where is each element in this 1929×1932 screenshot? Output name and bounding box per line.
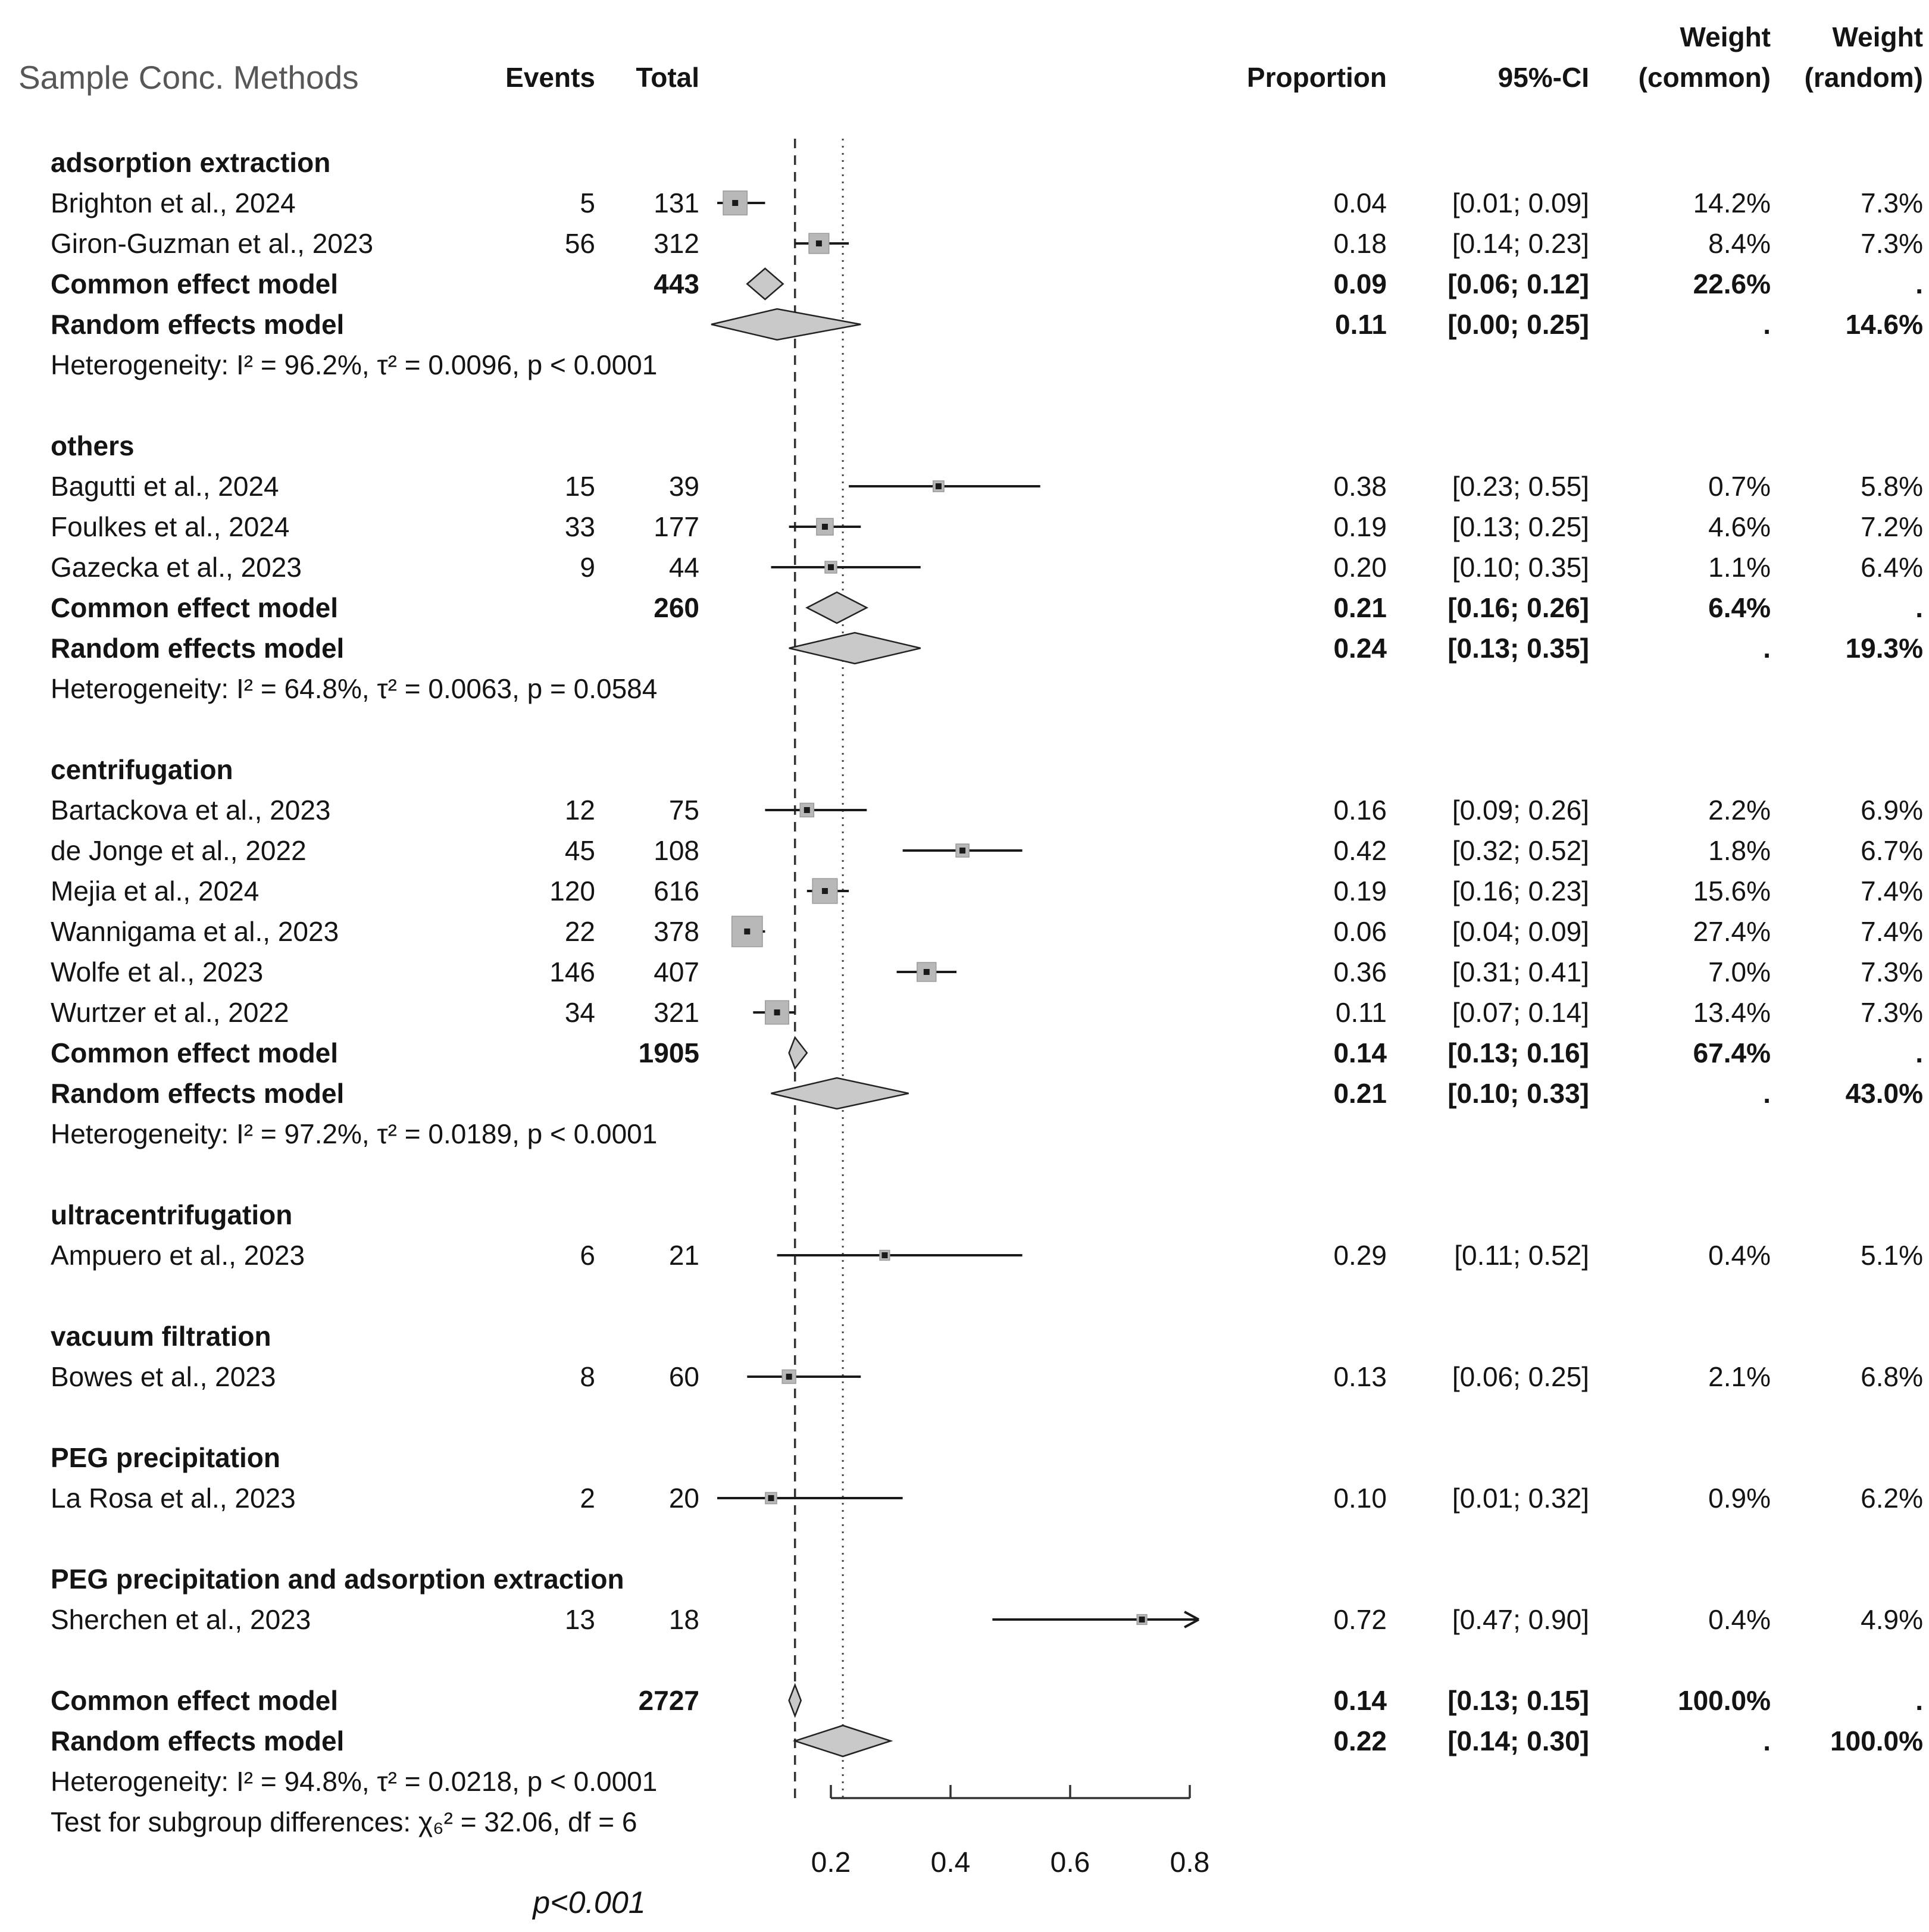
study-label: Wurtzer et al., 2022 <box>51 997 289 1028</box>
ci-value: [0.16; 0.23] <box>1452 876 1589 906</box>
model-label: Random effects model <box>51 309 345 340</box>
model-label: Common effect model <box>51 1037 339 1068</box>
total-value: 131 <box>654 187 699 218</box>
weight-random-value: 6.7% <box>1861 835 1923 866</box>
proportion-value: 0.11 <box>1335 309 1387 340</box>
total-value: 2727 <box>638 1685 699 1716</box>
common-effect-model-row <box>0 1680 1929 1721</box>
total-value: 321 <box>654 997 699 1028</box>
events-value: 2 <box>580 1483 595 1514</box>
weight-random-value: 4.9% <box>1861 1604 1923 1635</box>
events-value: 22 <box>564 916 595 947</box>
weight-random-value: 7.3% <box>1861 956 1923 987</box>
col-header-weight-random: Weight <box>1832 21 1923 52</box>
proportion-value: 0.38 <box>1333 471 1387 502</box>
spacer-row <box>0 1397 1929 1437</box>
weight-common-value: 2.1% <box>1708 1361 1771 1392</box>
model-label: Common effect model <box>51 1685 339 1716</box>
study-row <box>0 223 1929 264</box>
model-label: Random effects model <box>51 1078 345 1109</box>
total-value: 1905 <box>638 1037 699 1068</box>
proportion-value: 0.21 <box>1333 1078 1387 1109</box>
ci-value: [0.11; 0.52] <box>1454 1240 1589 1271</box>
events-value: 8 <box>580 1361 595 1392</box>
study-row <box>0 1478 1929 1518</box>
proportion-value: 0.24 <box>1333 633 1387 664</box>
footnote-row <box>0 345 1929 385</box>
study-label: Bartackova et al., 2023 <box>51 795 331 826</box>
group-header-row <box>0 1559 1929 1599</box>
events-value: 120 <box>549 876 595 906</box>
weight-random-value: 43.0% <box>1845 1078 1923 1109</box>
study-row <box>0 507 1929 547</box>
col-header-methods: Sample Conc. Methods <box>18 59 359 96</box>
weight-common-value: 22.6% <box>1693 268 1771 299</box>
study-label: Wannigama et al., 2023 <box>51 916 339 947</box>
spacer-row <box>0 1518 1929 1559</box>
total-value: 60 <box>668 1361 699 1392</box>
total-value: 312 <box>654 228 699 259</box>
weight-common-value: . <box>1763 309 1771 340</box>
weight-common-value: 8.4% <box>1708 228 1771 259</box>
proportion-value: 0.19 <box>1333 876 1387 906</box>
header-row-columns <box>0 57 1929 98</box>
proportion-value: 0.36 <box>1333 956 1387 987</box>
ci-value: [0.31; 0.41] <box>1452 956 1589 987</box>
weight-random-value: 19.3% <box>1845 633 1923 664</box>
total-value: 18 <box>668 1604 699 1635</box>
weight-common-value: 27.4% <box>1693 916 1771 947</box>
total-value: 378 <box>654 916 699 947</box>
weight-random-value: 6.4% <box>1861 552 1923 583</box>
x-axis-tick-label: 0.8 <box>1170 1847 1210 1878</box>
group-name: centrifugation <box>51 754 233 785</box>
study-row <box>0 911 1929 952</box>
ci-value: [0.09; 0.26] <box>1452 795 1589 826</box>
weight-random-value: . <box>1915 1037 1923 1068</box>
x-axis-tick-label: 0.6 <box>1050 1847 1090 1878</box>
study-label: Gazecka et al., 2023 <box>51 552 302 583</box>
spacer-row <box>0 1276 1929 1316</box>
proportion-value: 0.11 <box>1335 997 1387 1028</box>
events-value: 45 <box>564 835 595 866</box>
random-effects-model-row <box>0 628 1929 668</box>
events-value: 6 <box>580 1240 595 1271</box>
proportion-value: 0.09 <box>1333 268 1387 299</box>
weight-common-value: 0.9% <box>1708 1483 1771 1514</box>
study-label: Sherchen et al., 2023 <box>51 1604 311 1635</box>
random-effects-model-row <box>0 304 1929 345</box>
ci-value: [0.10; 0.35] <box>1452 552 1589 583</box>
model-label: Random effects model <box>51 633 345 664</box>
ci-value: [0.23; 0.55] <box>1452 471 1589 502</box>
group-name: PEG precipitation and adsorption extraction <box>51 1564 624 1595</box>
proportion-value: 0.04 <box>1333 187 1387 218</box>
weight-common-value: 1.8% <box>1708 835 1771 866</box>
weight-common-value: 0.4% <box>1708 1240 1771 1271</box>
weight-random-value: 100.0% <box>1830 1725 1923 1756</box>
group-name: ultracentrifugation <box>51 1199 293 1230</box>
total-value: 21 <box>668 1240 699 1271</box>
weight-common-value: 13.4% <box>1693 997 1771 1028</box>
group-name: vacuum filtration <box>51 1321 271 1352</box>
weight-random-value: 5.1% <box>1861 1240 1923 1271</box>
col-header-ci: 95%-CI <box>1497 62 1589 93</box>
events-value: 34 <box>564 997 595 1028</box>
ci-value: [0.16; 0.26] <box>1447 592 1589 623</box>
weight-random-value: 5.8% <box>1861 471 1923 502</box>
proportion-value: 0.72 <box>1333 1604 1387 1635</box>
weight-common-value: 15.6% <box>1693 876 1771 906</box>
ci-value: [0.13; 0.35] <box>1447 633 1589 664</box>
weight-common-value: 2.2% <box>1708 795 1771 826</box>
study-row <box>0 790 1929 830</box>
total-value: 44 <box>668 552 699 583</box>
total-value: 20 <box>668 1483 699 1514</box>
weight-random-value: . <box>1915 592 1923 623</box>
weight-random-value: . <box>1915 1685 1923 1716</box>
footnote-row <box>0 1761 1929 1802</box>
total-value: 616 <box>654 876 699 906</box>
weight-random-value: 6.9% <box>1861 795 1923 826</box>
common-effect-model-row <box>0 1033 1929 1073</box>
events-value: 146 <box>549 956 595 987</box>
proportion-value: 0.16 <box>1333 795 1387 826</box>
study-label: Brighton et al., 2024 <box>51 187 296 218</box>
weight-common-value: 100.0% <box>1677 1685 1771 1716</box>
events-value: 12 <box>564 795 595 826</box>
footnote-row <box>0 1802 1929 1842</box>
group-header-row <box>0 1316 1929 1356</box>
footnote-row <box>0 668 1929 709</box>
footnote-text: Heterogeneity: I² = 97.2%, τ² = 0.0189, p < 0.0001 <box>51 1118 658 1149</box>
study-row <box>0 830 1929 871</box>
ci-value: [0.07; 0.14] <box>1452 997 1589 1028</box>
total-value: 443 <box>654 268 699 299</box>
study-row <box>0 871 1929 911</box>
weight-random-value: . <box>1915 268 1923 299</box>
weight-random-value: 7.3% <box>1861 228 1923 259</box>
study-label: Giron-Guzman et al., 2023 <box>51 228 374 259</box>
events-value: 13 <box>564 1604 595 1635</box>
study-row <box>0 952 1929 992</box>
proportion-value: 0.29 <box>1333 1240 1387 1271</box>
weight-common-value: 7.0% <box>1708 956 1771 987</box>
proportion-value: 0.42 <box>1333 835 1387 866</box>
weight-random-value: 14.6% <box>1845 309 1923 340</box>
study-row <box>0 1356 1929 1397</box>
ci-value: [0.10; 0.33] <box>1447 1078 1589 1109</box>
footnote-text: Test for subgroup differences: χ₆² = 32.06, df = 6 <box>51 1806 637 1837</box>
ci-value: [0.13; 0.25] <box>1452 511 1589 542</box>
common-effect-model-row <box>0 264 1929 304</box>
ci-value: [0.14; 0.30] <box>1447 1725 1589 1756</box>
ci-value: [0.04; 0.09] <box>1452 916 1589 947</box>
total-value: 39 <box>668 471 699 502</box>
study-row <box>0 547 1929 587</box>
subgroup-p-value-row <box>0 1883 1929 1923</box>
ci-value: [0.06; 0.25] <box>1452 1361 1589 1392</box>
proportion-value: 0.14 <box>1333 1037 1387 1068</box>
group-name: adsorption extraction <box>51 147 331 178</box>
col-header-proportion: Proportion <box>1246 62 1387 93</box>
weight-random-value: 6.2% <box>1861 1483 1923 1514</box>
group-header-row <box>0 1437 1929 1478</box>
weight-common-value: 0.7% <box>1708 471 1771 502</box>
spacer-row <box>0 709 1929 749</box>
group-header-row <box>0 426 1929 466</box>
proportion-value: 0.22 <box>1333 1725 1387 1756</box>
proportion-value: 0.13 <box>1333 1361 1387 1392</box>
footnote-text: Heterogeneity: I² = 64.8%, τ² = 0.0063, p = 0.0584 <box>51 673 658 704</box>
study-label: Foulkes et al., 2024 <box>51 511 290 542</box>
ci-value: [0.14; 0.23] <box>1452 228 1589 259</box>
x-axis-tick-label: 0.4 <box>930 1847 971 1878</box>
group-name: others <box>51 430 135 461</box>
weight-common-value: . <box>1763 1725 1771 1756</box>
proportion-value: 0.21 <box>1333 592 1387 623</box>
weight-common-value: 14.2% <box>1693 187 1771 218</box>
weight-common-value: . <box>1763 633 1771 664</box>
events-value: 33 <box>564 511 595 542</box>
total-value: 177 <box>654 511 699 542</box>
study-label: La Rosa et al., 2023 <box>51 1483 296 1514</box>
proportion-value: 0.20 <box>1333 552 1387 583</box>
ci-value: [0.06; 0.12] <box>1447 268 1589 299</box>
col-header-weight-random-sub: (random) <box>1804 62 1923 93</box>
proportion-value: 0.19 <box>1333 511 1387 542</box>
model-label: Common effect model <box>51 268 339 299</box>
proportion-value: 0.18 <box>1333 228 1387 259</box>
weight-common-value: 6.4% <box>1708 592 1771 623</box>
col-header-weight-common-sub: (common) <box>1638 62 1771 93</box>
footnote-row <box>0 1114 1929 1154</box>
ci-value: [0.01; 0.32] <box>1452 1483 1589 1514</box>
weight-common-value: 0.4% <box>1708 1604 1771 1635</box>
events-value: 9 <box>580 552 595 583</box>
header-row-weight <box>0 17 1929 57</box>
study-label: Mejia et al., 2024 <box>51 876 260 906</box>
spacer-row <box>0 1640 1929 1680</box>
events-value: 56 <box>564 228 595 259</box>
weight-common-value: . <box>1763 1078 1771 1109</box>
study-row <box>0 992 1929 1033</box>
spacer-row <box>0 1154 1929 1195</box>
study-label: Bowes et al., 2023 <box>51 1361 276 1392</box>
events-value: 5 <box>580 187 595 218</box>
weight-common-value: 1.1% <box>1708 552 1771 583</box>
weight-random-value: 7.3% <box>1861 187 1923 218</box>
col-header-weight-common: Weight <box>1680 21 1771 52</box>
ci-value: [0.32; 0.52] <box>1452 835 1589 866</box>
footnote-text: Heterogeneity: I² = 94.8%, τ² = 0.0218, p < 0.0001 <box>51 1766 658 1797</box>
weight-common-value: 67.4% <box>1693 1037 1771 1068</box>
weight-random-value: 7.3% <box>1861 997 1923 1028</box>
weight-random-value: 6.8% <box>1861 1361 1923 1392</box>
model-label: Common effect model <box>51 592 339 623</box>
study-label: Bagutti et al., 2024 <box>51 471 279 502</box>
weight-random-value: 7.2% <box>1861 511 1923 542</box>
footnote-text: Heterogeneity: I² = 96.2%, τ² = 0.0096, p < 0.0001 <box>51 349 658 380</box>
ci-value: [0.00; 0.25] <box>1447 309 1589 340</box>
random-effects-model-row <box>0 1073 1929 1114</box>
weight-random-value: 7.4% <box>1861 876 1923 906</box>
col-header-events: Events <box>505 62 595 93</box>
ci-value: [0.13; 0.16] <box>1447 1037 1589 1068</box>
common-effect-model-row <box>0 587 1929 628</box>
weight-random-value: 7.4% <box>1861 916 1923 947</box>
ci-value: [0.01; 0.09] <box>1452 187 1589 218</box>
study-row <box>0 466 1929 507</box>
col-header-total: Total <box>636 62 699 93</box>
ci-value: [0.47; 0.90] <box>1452 1604 1589 1635</box>
subgroup-p-value: p<0.001 <box>533 1886 646 1920</box>
study-row <box>0 183 1929 223</box>
proportion-value: 0.10 <box>1333 1483 1387 1514</box>
total-value: 75 <box>668 795 699 826</box>
study-label: Wolfe et al., 2023 <box>51 956 264 987</box>
proportion-value: 0.06 <box>1333 916 1387 947</box>
group-header-row <box>0 1195 1929 1235</box>
group-header-row <box>0 749 1929 790</box>
total-value: 407 <box>654 956 699 987</box>
model-label: Random effects model <box>51 1725 345 1756</box>
study-label: de Jonge et al., 2022 <box>51 835 307 866</box>
group-name: PEG precipitation <box>51 1442 280 1473</box>
group-header-row <box>0 142 1929 183</box>
events-value: 15 <box>564 471 595 502</box>
study-row <box>0 1235 1929 1276</box>
study-row <box>0 1599 1929 1640</box>
study-label: Ampuero et al., 2023 <box>51 1240 305 1271</box>
x-axis-tick-label: 0.2 <box>811 1847 851 1878</box>
total-value: 108 <box>654 835 699 866</box>
total-value: 260 <box>654 592 699 623</box>
weight-common-value: 4.6% <box>1708 511 1771 542</box>
random-effects-model-row <box>0 1721 1929 1761</box>
spacer-row <box>0 385 1929 426</box>
proportion-value: 0.14 <box>1333 1685 1387 1716</box>
ci-value: [0.13; 0.15] <box>1447 1685 1589 1716</box>
